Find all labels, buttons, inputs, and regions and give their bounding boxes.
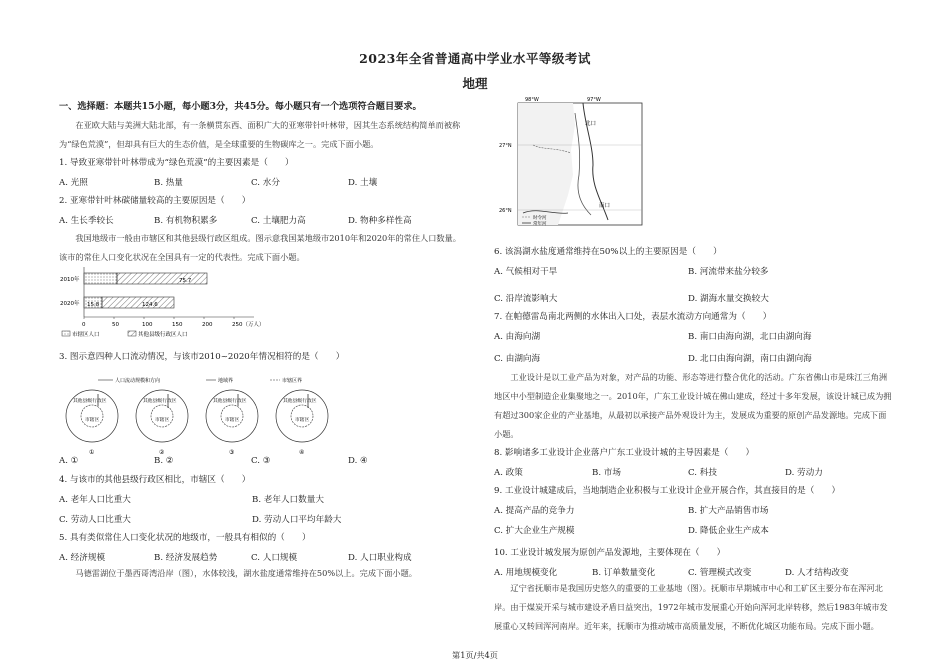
outer-region-circle xyxy=(136,390,188,442)
question-2: 2. 亚寒带针叶林碳储量较高的主要原因是（ ） A. 生长季较长 B. 有机物积累多 C. 土壤肥力高 D. 物种多样性高 xyxy=(59,196,412,226)
page-footer: 第1页/共4页 xyxy=(452,650,498,660)
q8-option-a[interactable]: A. 政策 xyxy=(494,468,523,478)
question-3-options xyxy=(59,456,464,466)
legend-district-label: 市辖区界 xyxy=(282,378,303,384)
q6-option-b[interactable]: B. 河流带来盐分较多 xyxy=(688,267,769,277)
population-bar-chart xyxy=(58,267,265,349)
q6-option-c[interactable]: C. 沿岸流影响大 xyxy=(494,294,558,304)
right-column xyxy=(494,245,894,636)
lon-98-label: 98°W xyxy=(525,97,539,103)
q4-option-a[interactable]: A. 老年人口比重大 xyxy=(59,495,131,505)
legend-boundary-label: 地域界 xyxy=(218,378,234,384)
data-label: 75.7 xyxy=(179,278,192,284)
q2-option-d[interactable]: D. 物种多样性高 xyxy=(348,216,412,226)
south-inlet-label: 南口 xyxy=(599,203,611,209)
category-label: 2020年 xyxy=(60,301,80,307)
outer-region-label: 其他县级行政区 xyxy=(73,399,107,404)
q2-option-a[interactable]: A. 生长季较长 xyxy=(59,216,114,226)
q5-option-d[interactable]: D. 人口职业构成 xyxy=(348,553,412,563)
q10-option-d[interactable]: D. 人才结构改变 xyxy=(785,568,849,578)
q1-option-c[interactable]: C. 水分 xyxy=(251,178,280,188)
migration-diagrams xyxy=(58,372,358,457)
diagram-number: ① xyxy=(89,449,95,456)
question-1: 1. 导致亚寒带针叶林带成为“绿色荒漠”的主要因素是（ ） A. 光照 B. 热量 C. 水分 D. 土壤 xyxy=(59,158,378,188)
outer-region-circle xyxy=(276,390,328,442)
inner-region-label: 市辖区 xyxy=(295,418,310,423)
question-7: 7. 在帕德雷岛南北两侧的水体出入口处，表层水流动方向通常为（ ） A. 由海向湖 B. 南口由海向湖，北口由湖向海 C. 由湖向海 D. 北口由海向湖，南口由湖向海 xyxy=(494,312,812,364)
inner-region-label: 市辖区 xyxy=(225,418,240,423)
inner-region-label: 市辖区 xyxy=(155,418,170,423)
q1-option-b[interactable]: B. 热量 xyxy=(154,178,183,188)
intro-lagoon: 马德雷湖位于墨西哥湾沿岸（图），水体较浅，湖水盐度通常维持在50%以上。完成下面小题。 xyxy=(75,568,417,578)
q10-option-c[interactable]: C. 管理模式改变 xyxy=(688,568,752,578)
q7-option-b[interactable]: B. 南口由海向湖，北口由湖向海 xyxy=(688,332,812,342)
x-tick-label: 200 xyxy=(202,322,213,328)
legend-flow-label: 人口流动规模和方向 xyxy=(115,378,161,384)
q9-option-d[interactable]: D. 降低企业生产成本 xyxy=(688,526,769,536)
x-tick-label: 250（万人） xyxy=(232,322,265,328)
exam-title: 2023年全省普通高中学业水平等级考试 xyxy=(359,51,591,66)
q3-option-a[interactable]: A. ① xyxy=(59,456,79,466)
x-tick-label: 100 xyxy=(142,322,153,328)
lat-26-label: 26°N xyxy=(499,208,512,214)
data-label: 124.6 xyxy=(142,302,158,308)
legend-label-urban: 市辖区人口 xyxy=(72,332,100,338)
q3-option-b[interactable]: B. ② xyxy=(154,456,174,466)
q3-option-c[interactable]: C. ③ xyxy=(251,456,271,466)
question-6: 6. 该潟湖水盐度通常维持在50%以上的主要原因是（ ） A. 气候相对干旱 B. 河流带来盐分较多 C. 沿岸流影响大 D. 湖海水量交换较大 xyxy=(494,247,769,304)
question-5: 5. 具有类似常住人口变化状况的地级市，一般具有相似的（ ） A. 经济规模 B. 经济发展趋势 C. 人口规模 D. 人口职业构成 xyxy=(59,533,412,563)
q8-option-b[interactable]: B. 市场 xyxy=(592,468,621,478)
q4-option-c[interactable]: C. 劳动人口比重大 xyxy=(59,515,131,525)
q9-option-b[interactable]: B. 扩大产品销售市场 xyxy=(688,506,769,516)
urban-district-circle xyxy=(221,405,243,427)
q6-option-d[interactable]: D. 湖海水量交换较大 xyxy=(688,294,769,304)
question-3: 3. 图示意四种人口流动情况，与该市2010~2020年情况相符的是（ ） xyxy=(59,352,345,362)
q7-option-d[interactable]: D. 北口由海向湖，南口由湖向海 xyxy=(688,354,812,364)
question-9: 9. 工业设计城建成后，当地制造企业积极与工业设计企业开展合作，其直接目的是（ ） A. 提高产品的竞争力 B. 扩大产品销售市场 C. 扩大企业生产规模 D. 降低企业生产成本 xyxy=(494,486,841,536)
lat-27-label: 27°N xyxy=(499,143,512,149)
category-label: 2010年 xyxy=(60,277,80,283)
legend-swatch-county xyxy=(128,331,136,336)
q10-option-a[interactable]: A. 用地规模变化 xyxy=(494,568,558,578)
q7-option-c[interactable]: C. 由湖向海 xyxy=(494,354,541,364)
outer-region-label: 其他县级行政区 xyxy=(213,399,247,404)
diagram-number: ③ xyxy=(229,449,235,456)
q10-option-b[interactable]: B. 订单数量变化 xyxy=(592,568,656,578)
q1-option-a[interactable]: A. 光照 xyxy=(59,178,88,188)
q5-option-b[interactable]: B. 经济发展趋势 xyxy=(154,553,218,563)
intro-forest: 在亚欧大陆与美洲大陆北部，有一条横贯东西、面积广大的亚寒带针叶林带，因其生态系统结构简单而被称为“绿色荒漠”，但却具有巨大的生态价值，是全球重要的生物碳库之一。完成下面小题。 xyxy=(59,120,461,149)
q1-option-d[interactable]: D. 土壤 xyxy=(348,178,378,188)
urban-district-circle xyxy=(151,405,173,427)
question-4: 4. 与该市的其他县级行政区相比，市辖区（ ） A. 老年人口比重大 B. 老年人口数量大 C. 劳动人口比重大 D. 劳动人口平均年龄大 xyxy=(59,475,342,525)
q5-option-a[interactable]: A. 经济规模 xyxy=(59,553,106,563)
q3-option-d[interactable]: D. ④ xyxy=(348,456,368,466)
lagoon-map xyxy=(499,95,648,235)
question-8: 8. 影响诸多工业设计企业落户广东工业设计城的主导因素是（ ） A. 政策 B. 市场 C. 科技 D. 劳动力 xyxy=(494,448,823,478)
intro-population: 我国地级市一般由市辖区和其他县级行政区组成。图示意我国某地级市2010年和2020年的常住人口数量。该市的常住人口变化状况在全国具有一定的代表性。完成下面小题。 xyxy=(59,233,461,262)
bar-county xyxy=(117,273,207,284)
outer-region-circle xyxy=(66,390,118,442)
outer-region-label: 其他县级行政区 xyxy=(143,399,177,404)
subject-title: 地理 xyxy=(462,76,488,91)
x-tick-label: 50 xyxy=(112,322,119,328)
outer-region-circle xyxy=(206,390,258,442)
diagram-number: ② xyxy=(159,449,165,456)
x-tick-label: 0 xyxy=(82,322,86,328)
legend-seasonal-label: 时令河 xyxy=(533,216,547,221)
q4-option-b[interactable]: B. 老年人口数量大 xyxy=(252,495,324,505)
legend-perennial-label: 常年河 xyxy=(533,222,547,227)
outer-region-label: 其他县级行政区 xyxy=(283,399,317,404)
x-tick-label: 150 xyxy=(172,322,183,328)
data-label: 15.8 xyxy=(87,302,100,308)
urban-district-circle xyxy=(81,405,103,427)
q2-option-b[interactable]: B. 有机物积累多 xyxy=(154,216,218,226)
q4-option-d[interactable]: D. 劳动人口平均年龄大 xyxy=(252,515,342,525)
intro-fushun: 辽宁省抚顺市是我国历史悠久的重要的工业基地（图）。抚顺市早期城市中心和工矿区主要分布在浑河北岸。由于煤炭开采与城市建设矛盾日益突出，1972年城市发展重心开始向浑河北岸转移，然后1983年城市发展重心又转回浑河南岸。近年来，抚顺市为推动城市高质量发展，不断优化城区功能布局。完成下面小题。 xyxy=(494,583,888,631)
section-heading: 一、选择题：本题共15小题，每小题3分，共45分。每小题只有一个选项符合题目要求。 xyxy=(59,101,422,112)
legend-label-county: 其他县级行政区人口 xyxy=(138,332,188,338)
urban-district-circle xyxy=(291,405,313,427)
q5-option-c[interactable]: C. 人口规模 xyxy=(251,553,298,563)
question-10: 10. 工业设计城发展为原创产品发源地，主要体现在（ ） A. 用地规模变化 B. 订单数量变化 C. 管理模式改变 D. 人才结构改变 xyxy=(494,548,849,578)
inner-region-label: 市辖区 xyxy=(85,418,100,423)
bar-county xyxy=(102,297,174,308)
q8-option-d[interactable]: D. 劳动力 xyxy=(785,468,823,478)
q6-option-a[interactable]: A. 气候相对干旱 xyxy=(494,267,558,277)
q9-option-a[interactable]: A. 提高产品的竞争力 xyxy=(494,506,575,516)
left-column xyxy=(59,98,464,267)
diagram-number: ④ xyxy=(299,449,305,456)
intro-industrial-design: 工业设计是以工业产品为对象，对产品的功能、形态等进行整合优化的活动。广东省佛山市是珠江三角洲地区中小型制造企业集聚地之一。2010年，广东工业设计城在佛山建成，经过十多年发展，该设计城已成为拥有超过300家企业的产业基地，从最初以承接产品外观设计为主，发展成为重要的原创产品发源地。完成下面小题。 xyxy=(494,372,892,439)
q8-option-c[interactable]: C. 科技 xyxy=(688,468,717,478)
q7-option-a[interactable]: A. 由海向湖 xyxy=(494,332,541,342)
lon-97-label: 97°W xyxy=(587,97,601,103)
north-inlet-label: 北口 xyxy=(585,121,597,127)
legend-swatch-urban xyxy=(62,331,70,336)
q9-option-c[interactable]: C. 扩大企业生产规模 xyxy=(494,526,575,536)
bar-urban xyxy=(84,273,117,284)
q2-option-c[interactable]: C. 土壤肥力高 xyxy=(251,216,306,226)
